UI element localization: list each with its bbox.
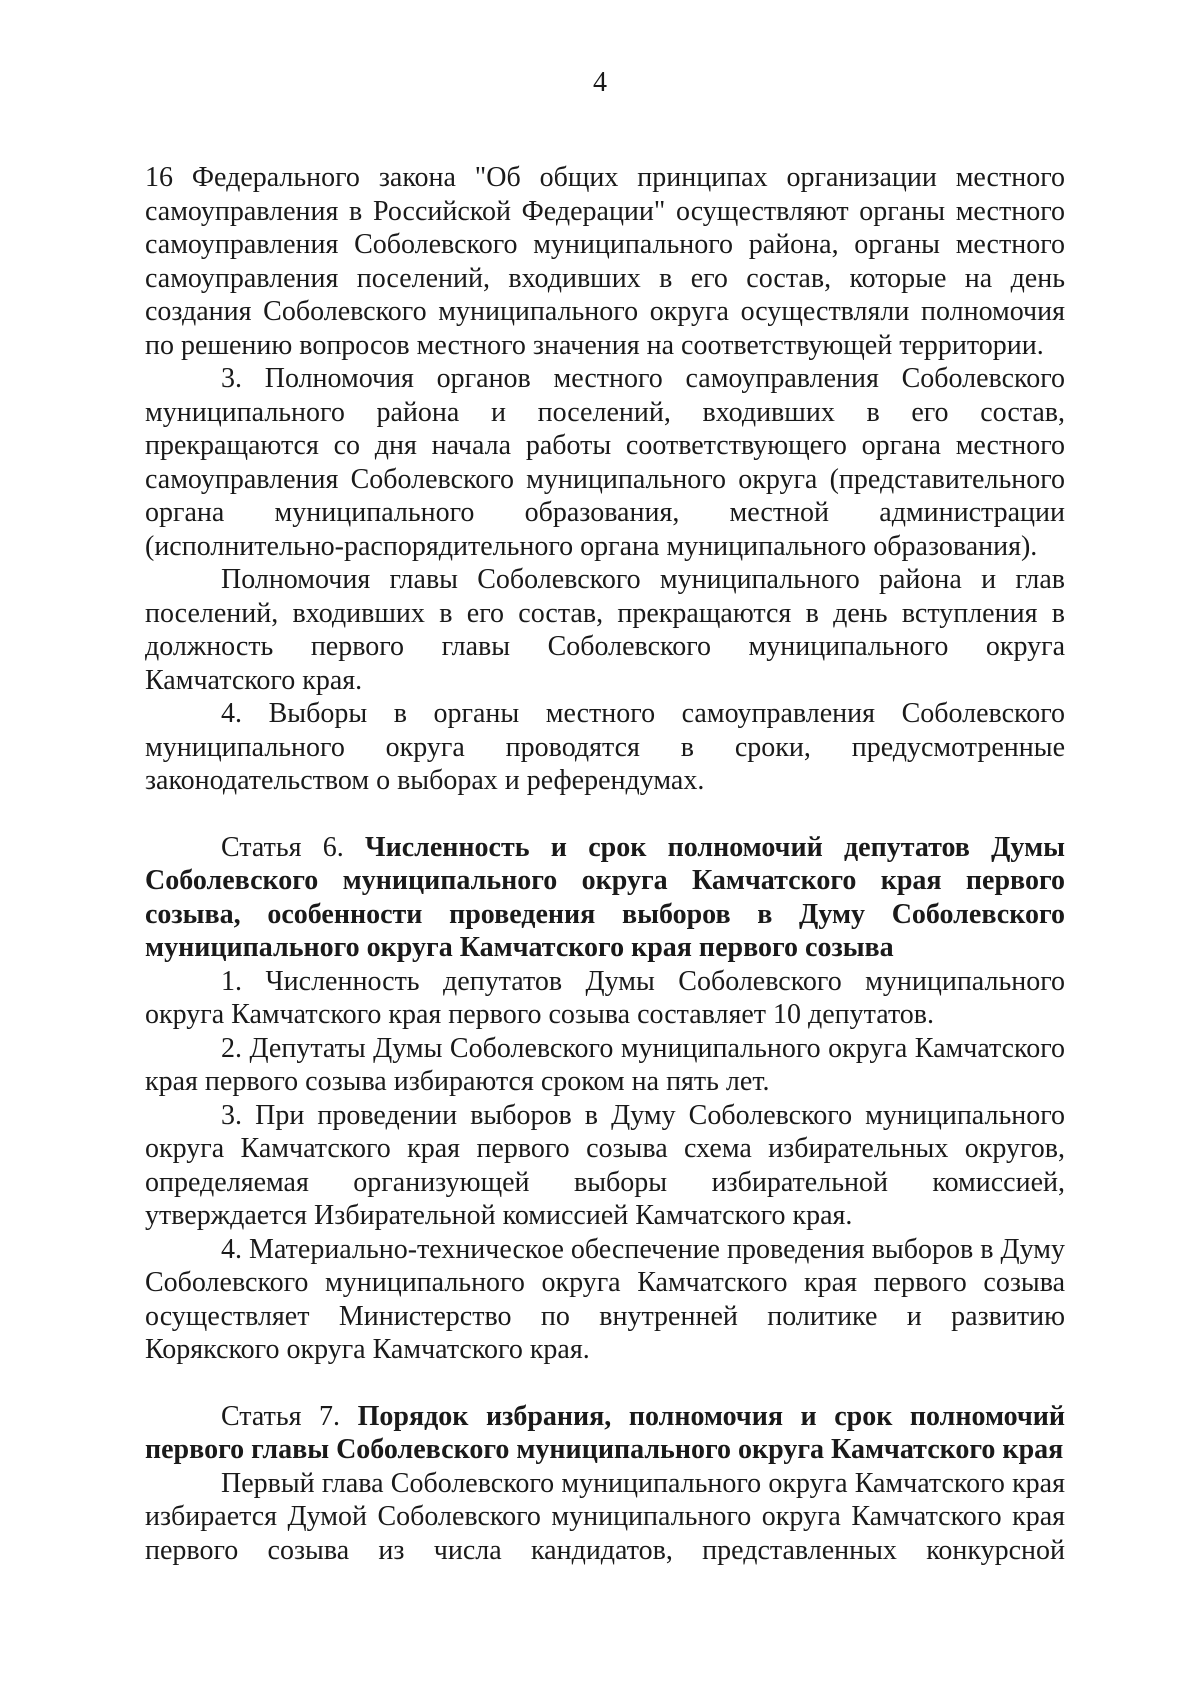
- article-heading: [145, 831, 1065, 965]
- paragraph: 3. При проведении выборов в Думу Соболевского муниципального округа Камчатского края первого созыва схема избирательных округов, определяемая организующей выборы избирательной комиссией, утверждается Избирательной комиссией Камчатского края.: [145, 1099, 1065, 1231]
- article-heading: [145, 1400, 1065, 1467]
- article-label: Статья 7.: [221, 1400, 341, 1432]
- section-gap: [145, 1367, 1065, 1400]
- page-number: 4: [593, 67, 607, 98]
- paragraph: Полномочия главы Соболевского муниципального района и глав поселений, входивших в его состав, прекращаются в день вступления в должность первого главы Соболевского муниципального округа Камчатского края.: [145, 564, 1065, 696]
- paragraph: 16 Федерального закона "Об общих принципах организации местного самоуправления в Российской Федерации" осуществляют органы местного самоуправления Соболевского муниципального района, органы местного самоуправления поселений, входивших в его состав, которые на день создания Соболевского муниципального округа осуществляли полномочия по решению вопросов местного значения на соответствующей территории.: [145, 162, 1065, 361]
- paragraph: 4. Выборы в органы местного самоуправления Соболевского муниципального округа проводятся в сроки, предусмотренные законодательством о выборах и референдумах.: [145, 698, 1065, 796]
- paragraph: 4. Материально-техническое обеспечение проведения выборов в Думу Соболевского муниципального округа Камчатского края первого созыва осуществляет Министерство по внутренней политике и развитию Корякского округа Камчатского края.: [145, 1233, 1065, 1365]
- article-title: Порядок избрания, полномочия и срок полномочий первого главы Соболевского муниципального округа Камчатского края: [145, 1400, 1066, 1465]
- document-body: [145, 161, 1065, 1567]
- article-title: Численность и срок полномочий депутатов Думы Соболевского муниципального округа Камчатского края первого созыва, особенности проведения выборов в Думу Соболевского муниципального округа Камчатского края первого созыва: [145, 831, 1065, 963]
- paragraph: 1. Численность депутатов Думы Соболевского муниципального округа Камчатского края первого созыва составляет 10 депутатов.: [145, 965, 1065, 1030]
- article-label: Статья 6.: [221, 831, 344, 863]
- section-gap: [145, 798, 1065, 831]
- paragraph: 2. Депутаты Думы Соболевского муниципального округа Камчатского края первого созыва избираются сроком на пять лет.: [145, 1032, 1065, 1097]
- paragraph: 3. Полномочия органов местного самоуправления Соболевского муниципального района и поселений, входивших в его состав, прекращаются со дня начала работы соответствующего органа местного самоуправления Соболевского муниципального округа (представительного органа муниципального образования, местной администрации (исполнительно-распорядительного органа муниципального образования).: [145, 363, 1065, 562]
- paragraph: Первый глава Соболевского муниципального округа Камчатского края избирается Думой Соболевского муниципального округа Камчатского края первого созыва из числа кандидатов, представленных конкурсной: [145, 1467, 1065, 1566]
